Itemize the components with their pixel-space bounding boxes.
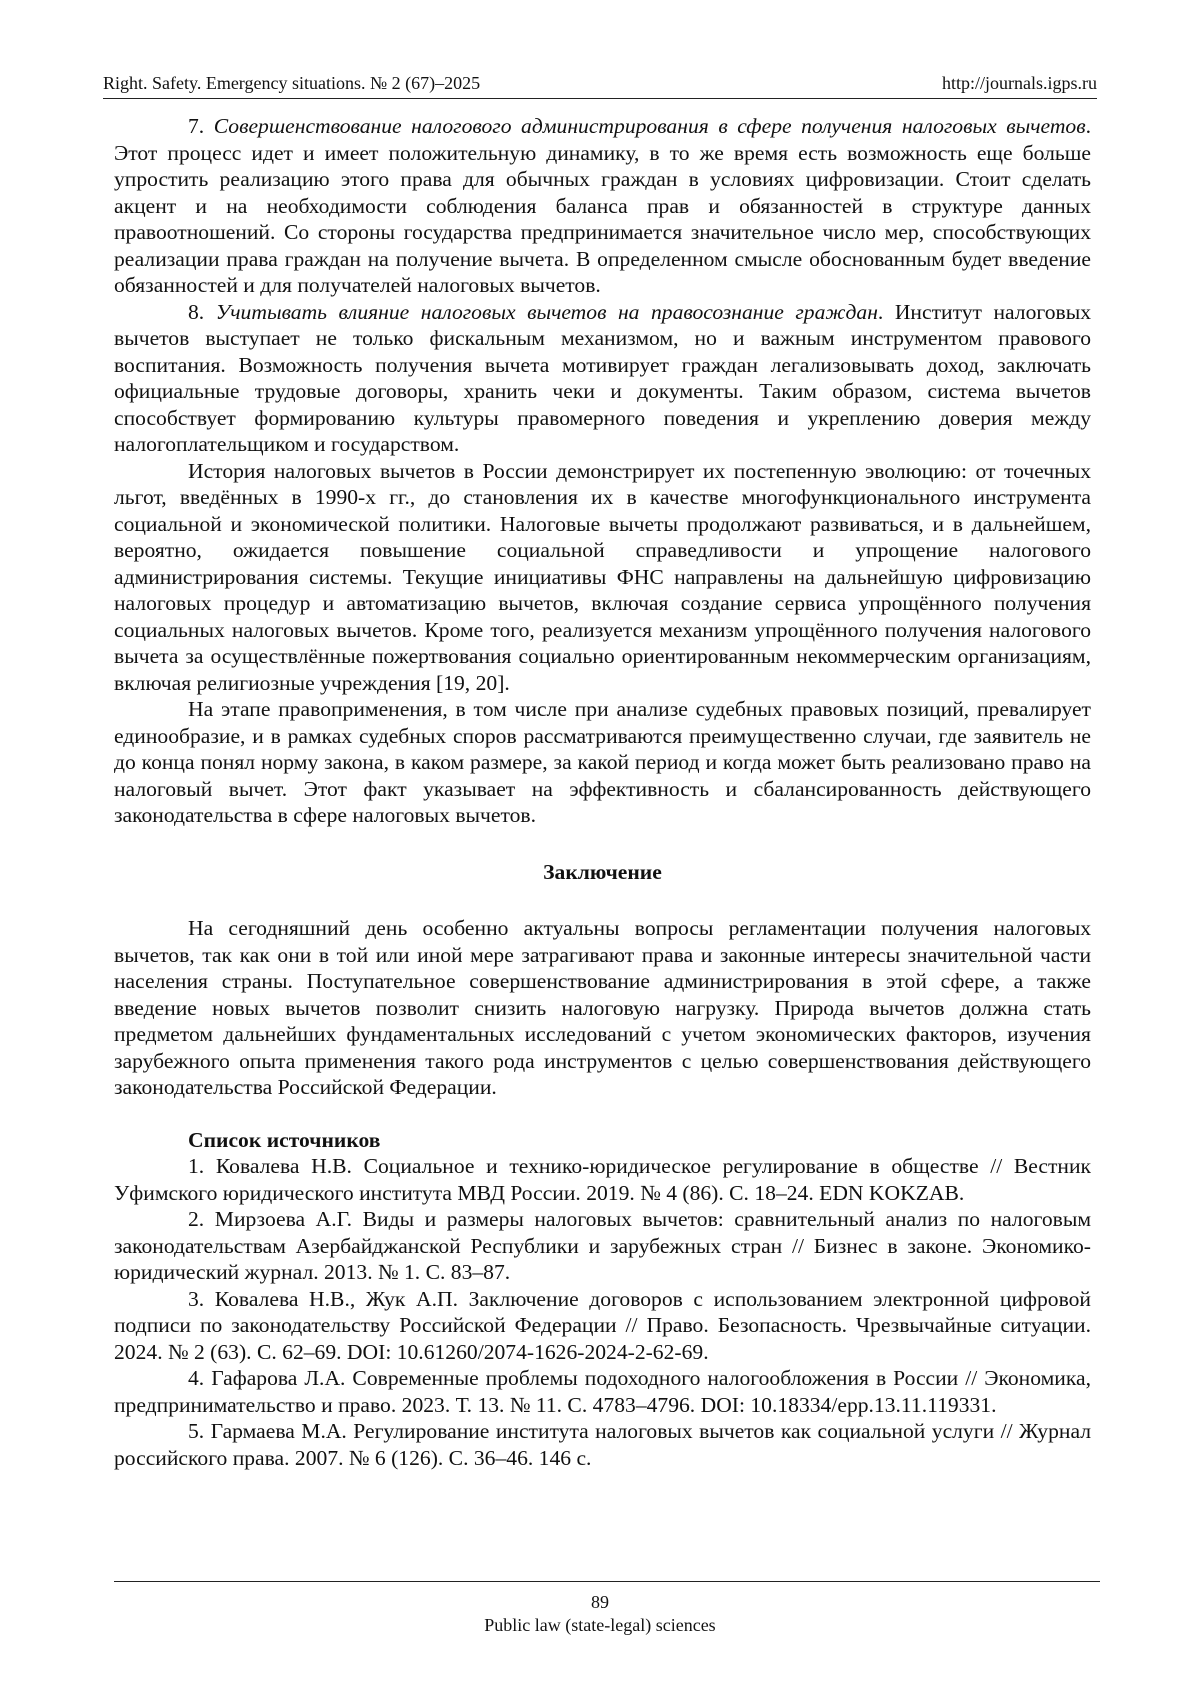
paragraph-7-number: 7.: [188, 114, 214, 138]
paragraph-7-text: . Этот процесс идет и имеет положительную динамику, в то же время есть возможность еще больше упростить реализацию этого права для обычных граждан в условиях цифровизации. Стоит сделать акцент и на необходимости соблюдения баланса прав и обязанностей в структуре данных правоотношений. Со стороны государства предпринимается значительное число мер, способствующих реализации права граждан на получение вычета. В определенном смысле обоснованным будет введение обязанностей и для получателей налоговых вычетов.: [114, 114, 1091, 297]
paragraph-8-title: Учитывать влияние налоговых вычетов на правосознание граждан: [215, 299, 878, 324]
paragraph-7: [114, 113, 1091, 299]
reference-item: 5. Гармаева М.А. Регулирование института налоговых вычетов как социальной услуги // Журнал российского права. 2007. № 6 (126). С. 36–46. 146 с.: [114, 1419, 1091, 1470]
article-body: [114, 113, 1091, 1471]
conclusion-heading: Заключение: [543, 859, 662, 884]
reference-item: 3. Ковалева Н.В., Жук А.П. Заключение договоров с использованием электронной цифровой подписи по законодательству Российской Федерации // Право. Безопасность. Чрезвычайные ситуации. 2024. № 2 (63). С. 62–69. DOI: 10.61260/2074-1626-2024-2-62-69.: [114, 1286, 1091, 1364]
paragraph-8-number: 8.: [188, 299, 216, 324]
footer-divider: [114, 1581, 1100, 1582]
paragraph-history: История налоговых вычетов в России демонстрирует их постепенную эволюцию: от точечных льгот, введённых в 1990-х гг., до становления их в качестве многофункционального инструмента социальной и экономической политики. Налоговые вычеты продолжают развиваться, и в дальнейшем, вероятно, ожидается повышение социальной справедливости и упрощение налогового администрирования системы. Текущие инициативы ФНС направлены на дальнейшую цифровизацию налоговых процедур и автоматизацию вычетов, включая создание сервиса упрощённого получения социальных налоговых вычетов. Кроме того, реализуется механизм упрощённого получения налогового вычета за осуществлённые пожертвования социально ориентированным некоммерческим организациям, включая религиозные учреждения [19, 20].: [114, 458, 1091, 695]
reference-item: 1. Ковалева Н.В. Социальное и технико-юридическое регулирование в обществе // Вестник Уфимского юридического института МВД России. 2019. № 4 (86). С. 18–24. EDN KOKZAB.: [114, 1154, 1091, 1205]
conclusion-text: На сегодняшний день особенно актуальны вопросы регламентации получения налоговых вычетов, так как они в той или иной мере затрагивают права и законные интересы значительной части населения страны. Поступательное совершенствование администрирования в этой сфере, а также введение новых вычетов позволит снизить налоговую нагрузку. Природа вычетов должна стать предметом дальнейших фундаментальных исследований с учетом экономических факторов, изучения зарубежного опыта применения такого рода инструментов с целью совершенствования действующего законодательства Российской Федерации.: [114, 916, 1091, 1099]
journal-url[interactable]: http://journals.igps.ru: [942, 73, 1097, 93]
paragraph-enforcement: На этапе правоприменения, в том числе при анализе судебных правовых позиций, превалирует единообразие, и в рамках судебных споров рассматриваются преимущественно случаи, где заявитель не до конца понял норму закона, в каком размере, за какой период и когда может быть реализовано право на налоговый вычет. Этот факт указывает на эффективность и сбалансированность действующего законодательства в сфере налоговых вычетов.: [114, 697, 1091, 827]
running-header: [103, 72, 1097, 99]
references-title: Список источников: [188, 1127, 381, 1152]
reference-item: 2. Мирзоева А.Г. Виды и размеры налоговых вычетов: сравнительный анализ по налоговым законодательствам Азербайджанской Республики и зарубежных стран // Бизнес в законе. Экономико-юридический журнал. 2013. № 1. С. 83–87.: [114, 1207, 1091, 1284]
page-number: 89: [591, 1592, 609, 1612]
journal-title: Right. Safety. Emergency situations. № 2 (67)–2025: [103, 73, 481, 93]
paragraph-7-title: Совершенствование налогового администрирования в сфере получения налоговых вычетов: [213, 114, 1086, 138]
footer-section: Public law (state-legal) sciences: [484, 1615, 716, 1635]
paragraph-8-text: . Институт налоговых вычетов выступает не только фискальным механизмом, но и важным инструментом правового воспитания. Возможность получения вычета мотивирует граждан легализовывать доход, заключать официальные трудовые договоры, хранить чеки и документы. Таким образом, система вычетов способствует формированию культуры правомерного поведения и укреплению доверия между налогоплательщиком и государством.: [114, 299, 1091, 456]
reference-item: 4. Гафарова Л.А. Современные проблемы подоходного налогообложения в России // Экономика, предпринимательство и право. 2023. Т. 13. № 11. С. 4783–4796. DOI: 10.18334/epp.13.11.119331.: [114, 1366, 1091, 1417]
paragraph-8: [114, 299, 1091, 458]
